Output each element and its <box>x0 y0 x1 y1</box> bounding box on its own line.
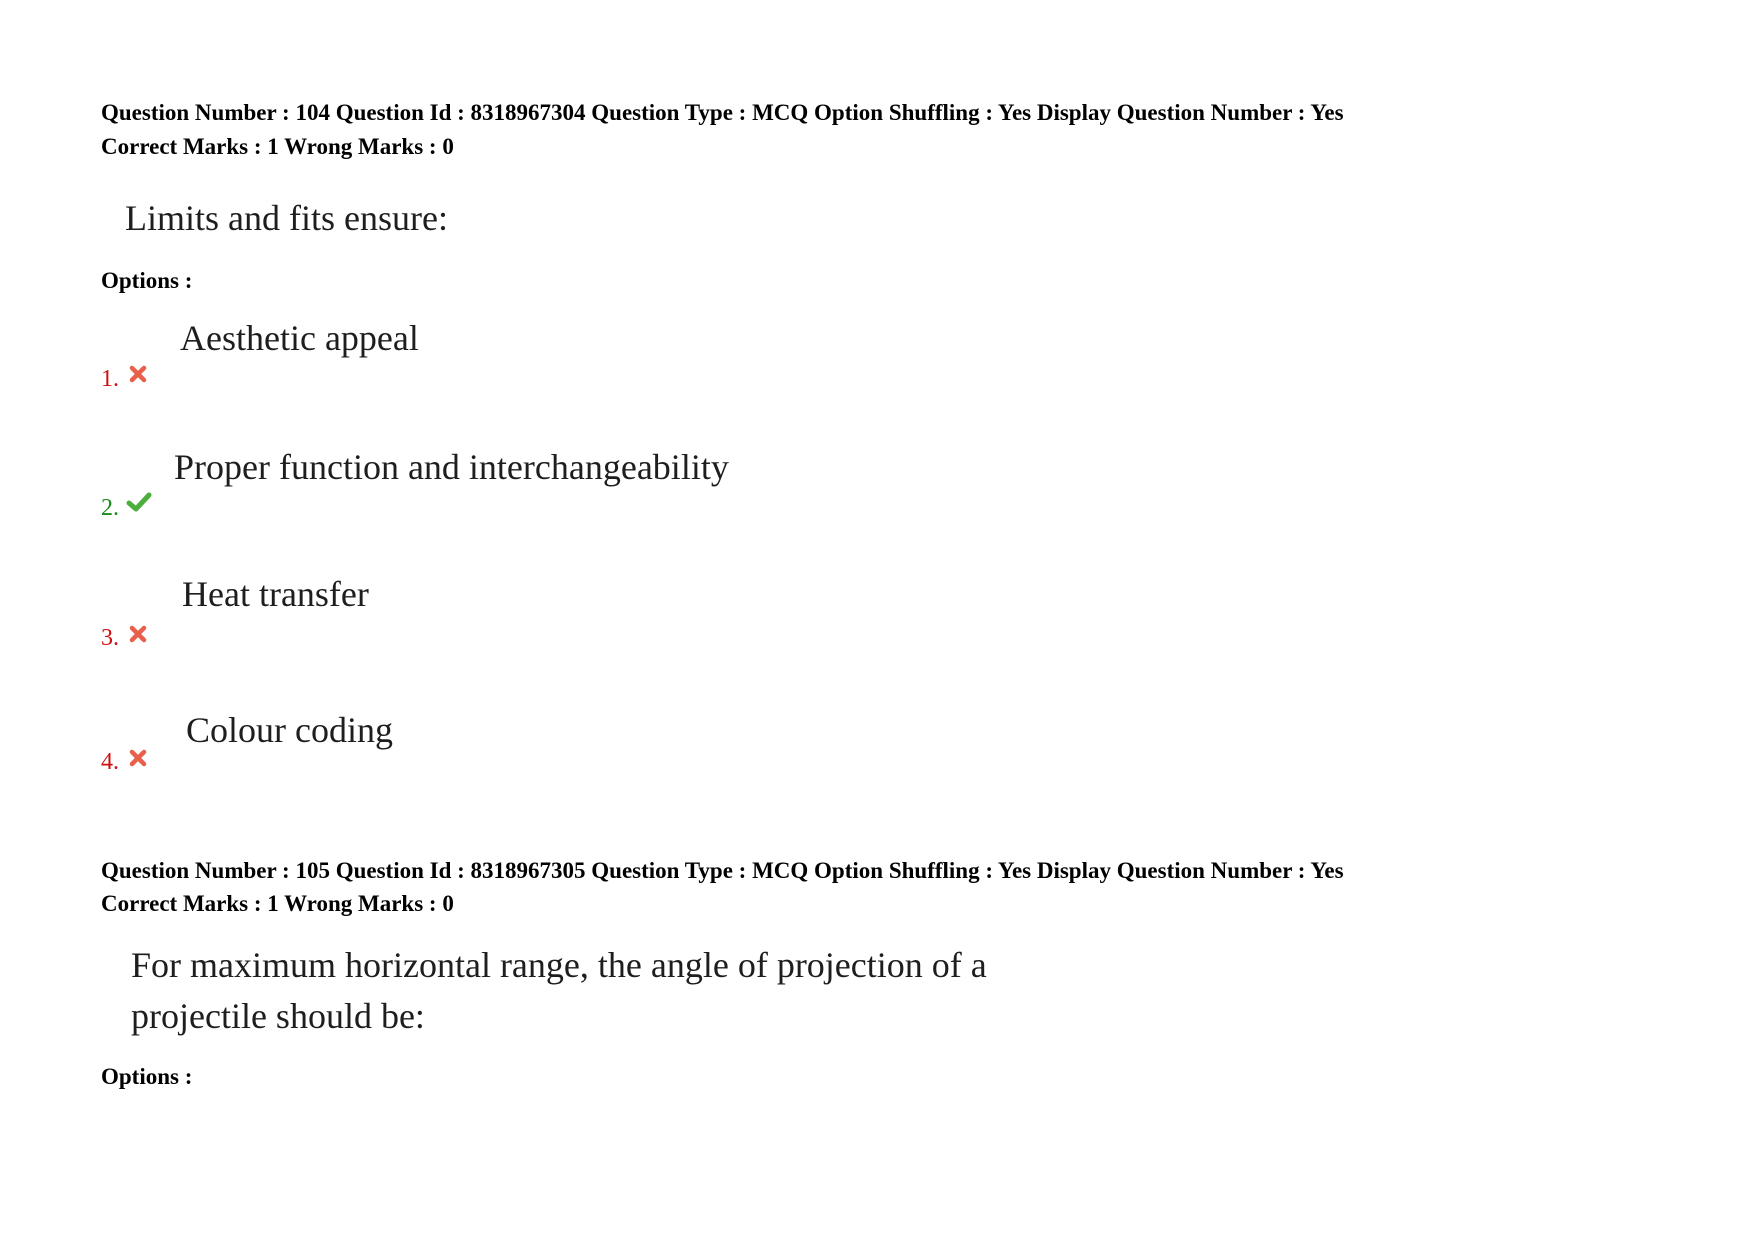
cross-icon <box>128 364 150 386</box>
question-105-text-line1: For maximum horizontal range, the angle of projection of a <box>131 945 987 985</box>
question-105-meta-line1: Question Number : 105 Question Id : 8318967305 Question Type : MCQ Option Shuffling : Yes Display Question Number : Yes <box>101 858 1344 883</box>
option-1-number: 1. <box>101 366 119 392</box>
check-icon <box>126 491 148 513</box>
option-3-number: 3. <box>101 625 119 651</box>
option-4-number: 4. <box>101 749 119 775</box>
question-105-options-label: Options : <box>101 1064 193 1089</box>
option-2-number: 2. <box>101 495 119 521</box>
option-3-text: Heat transfer <box>182 574 369 614</box>
cross-icon <box>128 624 150 646</box>
question-104-text: Limits and fits ensure: <box>125 198 448 238</box>
question-104-meta-line2: Correct Marks : 1 Wrong Marks : 0 <box>101 134 454 159</box>
question-105-meta-line2: Correct Marks : 1 Wrong Marks : 0 <box>101 891 454 916</box>
question-104-meta-line1: Question Number : 104 Question Id : 8318967304 Question Type : MCQ Option Shuffling : Yes Display Question Number : Yes <box>101 100 1344 125</box>
cross-icon <box>128 748 150 770</box>
question-105-text-line2: projectile should be: <box>131 996 425 1036</box>
question-104-options-label: Options : <box>101 268 193 293</box>
option-4-text: Colour coding <box>186 710 393 750</box>
option-2-text: Proper function and interchangeability <box>174 447 729 487</box>
option-1-text: Aesthetic appeal <box>180 318 419 358</box>
